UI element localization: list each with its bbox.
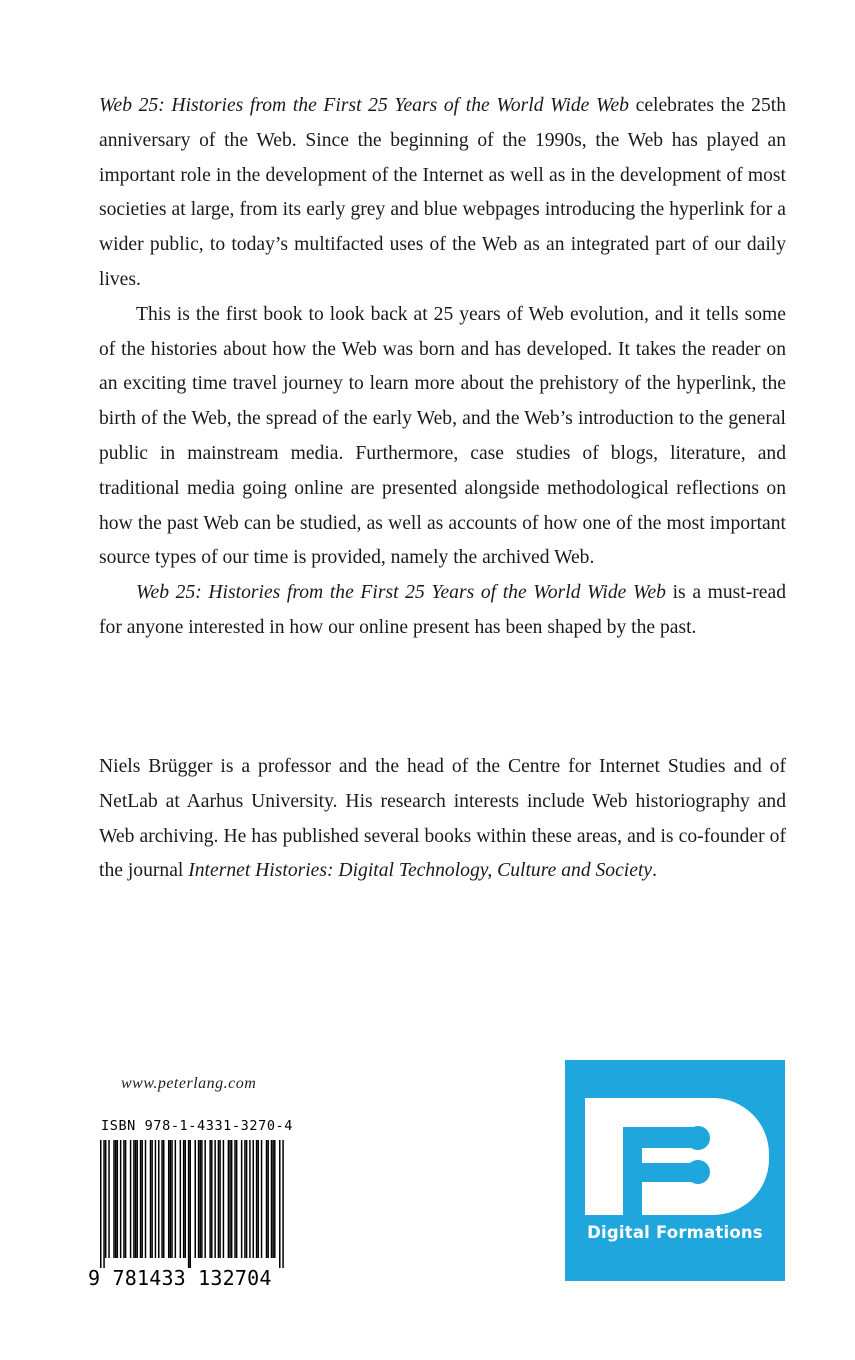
book-title: Web 25: Histories from the First 25 Years of the World Wide Web xyxy=(136,582,666,604)
barcode-bar xyxy=(253,1140,254,1258)
barcode-bar xyxy=(183,1140,184,1258)
book-title: Web 25: Histories from the First 25 Years of the World Wide Web xyxy=(99,95,629,116)
barcode-bar xyxy=(133,1140,134,1258)
barcode-bar xyxy=(223,1140,224,1258)
barcode-bar xyxy=(229,1140,230,1258)
barcode-bar xyxy=(231,1140,232,1258)
author-bio xyxy=(99,750,786,889)
barcode-bar xyxy=(219,1140,220,1258)
barcode-bar xyxy=(236,1140,237,1258)
barcode-bar xyxy=(266,1140,267,1258)
barcode-bar xyxy=(244,1140,245,1258)
barcode xyxy=(100,1140,284,1268)
barcode-bar xyxy=(274,1140,275,1258)
barcode-bar xyxy=(249,1140,250,1258)
barcode-bar xyxy=(175,1140,176,1258)
barcode-bar xyxy=(194,1140,195,1258)
barcode-bar xyxy=(199,1140,200,1258)
barcode-bar xyxy=(246,1140,247,1258)
barcode-bar xyxy=(161,1140,162,1258)
isbn-label: ISBN 978-1-4331-3270-4 xyxy=(101,1118,294,1134)
barcode-bar xyxy=(145,1140,146,1258)
barcode-bar xyxy=(267,1140,268,1258)
digital-formations-logo-icon xyxy=(565,1060,785,1281)
barcode-bar xyxy=(108,1140,109,1258)
barcode-bar xyxy=(185,1140,186,1258)
barcode-bar xyxy=(171,1140,172,1258)
barcode-bar xyxy=(113,1140,114,1258)
barcode-bar xyxy=(279,1140,280,1268)
description-text-1: celebrates the 25th anniversary of the Web. Since the beginning of the 1990s, the Web has played an important role in the development of the Internet as well as in the development of most societies at large, from its early grey and blue webpages introducing the hyperlink for a wider public, to today’s multifacted uses of the Web as an integrated part of our daily lives. xyxy=(99,95,786,290)
barcode-bar xyxy=(125,1140,126,1258)
barcode-bar xyxy=(130,1140,131,1258)
barcode-bar xyxy=(271,1140,272,1258)
barcode-bar xyxy=(117,1140,118,1258)
barcode-bar xyxy=(155,1140,156,1258)
barcode-bar xyxy=(282,1140,283,1268)
author-bio-text: Niels Brügger is a professor and the head of the Centre for Internet Studies and of NetLab at Aarhus University. His research interests include Web historiography and Web archiving. He has published several books within these areas, and is co-founder of the journal xyxy=(99,756,786,882)
barcode-bar xyxy=(188,1140,189,1268)
barcode-bar xyxy=(228,1140,229,1258)
barcode-bar xyxy=(261,1140,262,1258)
description-text-3: is a must-read for anyone interested in how our online present has been shaped by the past. xyxy=(99,582,786,638)
series-logo xyxy=(565,1060,785,1281)
barcode-bar xyxy=(163,1140,164,1258)
barcode-bar xyxy=(241,1140,242,1258)
book-description xyxy=(99,89,786,646)
barcode-bar xyxy=(272,1140,273,1258)
barcode-bar xyxy=(136,1140,137,1258)
barcode-bar xyxy=(168,1140,169,1258)
barcode-bar xyxy=(100,1140,101,1268)
barcode-bar xyxy=(151,1140,152,1258)
barcode-bar xyxy=(218,1140,219,1258)
publisher-url: www.peterlang.com xyxy=(121,1075,257,1092)
barcode-bar xyxy=(198,1140,199,1258)
barcode-bar xyxy=(170,1140,171,1258)
barcode-bar xyxy=(211,1140,212,1258)
barcode-bar xyxy=(115,1140,116,1258)
barcode-bar xyxy=(141,1140,142,1258)
description-paragraph-3 xyxy=(99,576,786,646)
barcode-bar xyxy=(209,1140,210,1258)
barcode-bar xyxy=(257,1140,258,1258)
barcode-bar xyxy=(135,1140,136,1258)
author-bio-end: . xyxy=(652,860,657,882)
barcode-bar xyxy=(190,1140,191,1268)
barcode-bar xyxy=(150,1140,151,1258)
barcode-bar xyxy=(105,1140,106,1258)
barcode-digits: 9 781433 132704 xyxy=(88,1266,272,1290)
description-paragraph-1 xyxy=(99,89,786,298)
barcode-bar xyxy=(158,1140,159,1258)
barcode-bar xyxy=(123,1140,124,1258)
author-bio-paragraph xyxy=(99,750,786,889)
barcode-bar xyxy=(180,1140,181,1258)
barcode-bar xyxy=(140,1140,141,1258)
barcode-bar xyxy=(120,1140,121,1258)
barcode-bar xyxy=(214,1140,215,1258)
series-logo-label: Digital Formations xyxy=(587,1223,763,1242)
barcode-bar xyxy=(201,1140,202,1258)
barcode-bar xyxy=(234,1140,235,1258)
barcode-bar xyxy=(204,1140,205,1258)
barcode-bar xyxy=(103,1140,104,1268)
journal-title: Internet Histories: Digital Technology, Culture and Society xyxy=(188,860,653,882)
description-paragraph-2: This is the first book to look back at 25 years of Web evolution, and it tells some of the histories about how the Web was born and has developed. It takes the reader on an exciting time travel journey to learn more about the prehistory of the hyperlink, the birth of the Web, the spread of the early Web, and the Web’s introduction to the general public in mainstream media. Furthermore, case studies of blogs, literature, and traditional media going online are presented alongside methodological reflections on how the past Web can be studied, as well as accounts of how one of the most important source types of our time is provided, namely the archived Web. xyxy=(99,303,786,569)
barcode-bar xyxy=(256,1140,257,1258)
